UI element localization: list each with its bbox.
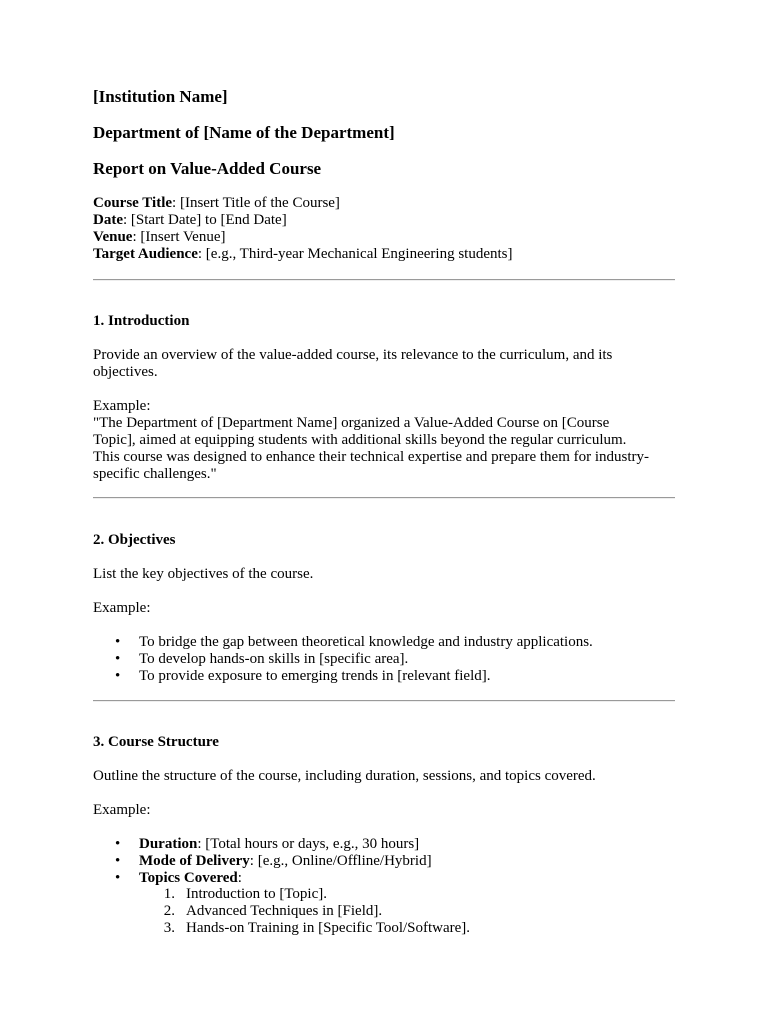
report-title: Report on Value-Added Course bbox=[93, 159, 322, 178]
numbered-item bbox=[93, 920, 675, 937]
venue-value: : [Insert Venue] bbox=[132, 229, 226, 245]
date-line bbox=[93, 212, 287, 229]
venue-line bbox=[93, 229, 226, 246]
introduction-example-line: specific challenges." bbox=[93, 466, 217, 482]
objectives-text: List the key objectives of the course. bbox=[93, 566, 314, 582]
divider bbox=[93, 497, 675, 499]
delivery-value: : [e.g., Online/Offline/Hybrid] bbox=[249, 853, 432, 869]
structure-heading: 3. Course Structure bbox=[93, 734, 219, 750]
bullet-icon: • bbox=[115, 870, 121, 886]
duration-label: Duration bbox=[139, 836, 198, 852]
venue-label: Venue bbox=[93, 229, 133, 245]
bullet-icon: • bbox=[115, 853, 121, 869]
department-name: Department of [Name of the Department] bbox=[93, 123, 395, 142]
course-title-label: Course Title bbox=[93, 195, 173, 211]
topic-text: Hands-on Training in [Specific Tool/Software]. bbox=[186, 920, 471, 936]
numbered-item bbox=[93, 886, 675, 903]
topic-text: Advanced Techniques in [Field]. bbox=[186, 903, 383, 919]
bullet-icon: • bbox=[115, 651, 121, 667]
introduction-example-line: This course was designed to enhance their technical expertise and prepare them for industry- bbox=[93, 449, 650, 465]
audience-value: : [e.g., Third-year Mechanical Engineering students] bbox=[197, 246, 513, 262]
structure-text: Outline the structure of the course, including duration, sessions, and topics covered. bbox=[93, 768, 596, 784]
date-label: Date bbox=[93, 212, 123, 228]
divider bbox=[93, 279, 675, 281]
list-item bbox=[93, 870, 675, 887]
objectives-example-label: Example: bbox=[93, 600, 151, 616]
objective-text: To provide exposure to emerging trends in [relevant field]. bbox=[139, 668, 491, 684]
introduction-example-line: "The Department of [Department Name] organized a Value-Added Course on [Course bbox=[93, 415, 610, 431]
list-item bbox=[93, 853, 675, 870]
bullet-icon: • bbox=[115, 634, 121, 650]
date-value: : [Start Date] to [End Date] bbox=[123, 212, 287, 228]
delivery-label: Mode of Delivery bbox=[139, 853, 250, 869]
topics-line bbox=[139, 870, 242, 887]
introduction-text-line: objectives. bbox=[93, 364, 158, 380]
introduction-heading: 1. Introduction bbox=[93, 313, 190, 329]
institution-name: [Institution Name] bbox=[93, 87, 228, 106]
list-item bbox=[93, 668, 675, 685]
list-item bbox=[93, 836, 675, 853]
item-number: 3. bbox=[163, 920, 175, 936]
divider bbox=[93, 700, 675, 702]
objective-text: To bridge the gap between theoretical knowledge and industry applications. bbox=[139, 634, 593, 650]
audience-line bbox=[93, 246, 513, 263]
duration-line bbox=[139, 836, 419, 853]
bullet-icon: • bbox=[115, 836, 121, 852]
item-number: 2. bbox=[163, 903, 175, 919]
course-title-value: : [Insert Title of the Course] bbox=[172, 195, 340, 211]
duration-value: : [Total hours or days, e.g., 30 hours] bbox=[197, 836, 420, 852]
audience-label: Target Audience bbox=[93, 246, 198, 262]
introduction-example-label: Example: bbox=[93, 398, 151, 414]
objectives-heading: 2. Objectives bbox=[93, 532, 176, 548]
numbered-item bbox=[93, 903, 675, 920]
topic-text: Introduction to [Topic]. bbox=[186, 886, 327, 902]
delivery-line bbox=[139, 853, 432, 870]
list-item bbox=[93, 651, 675, 668]
objective-text: To develop hands-on skills in [specific area]. bbox=[139, 651, 409, 667]
introduction-example-line: Topic], aimed at equipping students with additional skills beyond the regular curriculum. bbox=[93, 432, 627, 448]
introduction-text-line: Provide an overview of the value-added course, its relevance to the curriculum, and its bbox=[93, 347, 613, 363]
topics-value: : bbox=[237, 870, 242, 886]
bullet-icon: • bbox=[115, 668, 121, 684]
course-title-line bbox=[93, 195, 340, 212]
structure-example-label: Example: bbox=[93, 802, 151, 818]
item-number: 1. bbox=[163, 886, 175, 902]
topics-label: Topics Covered bbox=[139, 870, 238, 886]
list-item bbox=[93, 634, 675, 651]
